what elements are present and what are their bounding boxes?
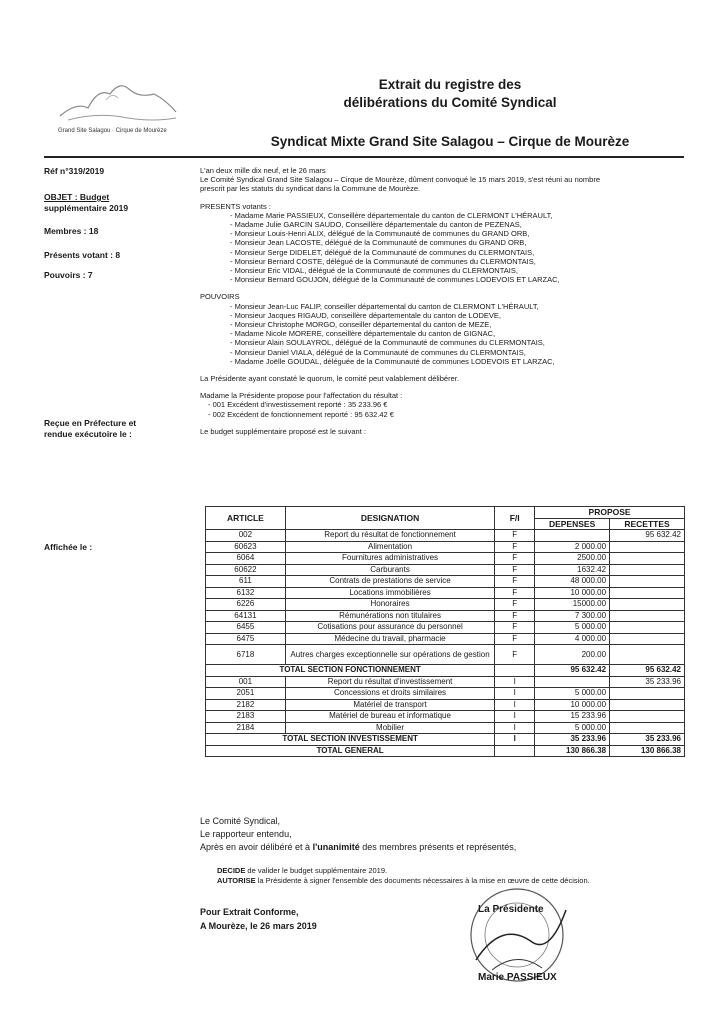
column-header-propose: PROPOSE (535, 507, 685, 519)
table-total-row (206, 734, 685, 746)
article-cell: 2183 (206, 711, 286, 723)
signer-name: Marie PASSIEUX (478, 972, 557, 983)
designation-cell: Honoraires (285, 599, 494, 611)
column-header-designation: DESIGNATION (285, 507, 494, 530)
recettes-cell (610, 633, 685, 645)
fi-cell: F (495, 553, 535, 565)
recettes-cell (610, 587, 685, 599)
designation-cell: Autres charges exceptionnelle sur opérations de gestion (285, 645, 494, 665)
authorise-line: AUTORISE la Présidente à signer l'ensemble des documents nécessaires à la mise en œuvre de cette décision. (217, 876, 590, 885)
proxy-member: - Monsieur Jacques RIGAUD, conseillère départementale du canton de LODEVE, (230, 310, 501, 320)
proxy-member: - Madame Joëlle GOUDAL, déléguée de la Communauté de communes LODEVOIS ET LARZAC, (230, 356, 555, 366)
depenses-cell: 4 000.00 (535, 633, 610, 645)
decide-line: DECIDE de valider le budget supplémentaire 2019. (217, 866, 388, 875)
designation-cell: Mobilier (285, 722, 494, 734)
presents-heading: PRESENTS votants : (200, 201, 271, 211)
present-member: - Monsieur Eric VIDAL, délégué de la Communauté de communes du CLERMONTAIS, (230, 266, 518, 276)
depenses-cell: 10 000.00 (535, 587, 610, 599)
recettes-cell (610, 599, 685, 611)
fi-cell: I (495, 688, 535, 700)
present-member: - Monsieur Bernard GOUJON, délégué de la Communauté de communes LODEVOIS ET LARZAC, (230, 275, 560, 285)
column-header-depenses: DEPENSES (535, 518, 610, 530)
depenses-cell: 1632.42 (535, 564, 610, 576)
budget-table (205, 506, 685, 757)
title-line-1: Extrait du registre des (378, 77, 522, 92)
article-cell: 2182 (206, 699, 286, 711)
designation-cell: Fournitures administratives (285, 553, 494, 565)
recettes-cell (610, 564, 685, 576)
article-cell: 6132 (206, 587, 286, 599)
header-divider (44, 156, 684, 158)
title-line-2: délibérations du Comité Syndical (343, 95, 557, 110)
table-row (206, 722, 685, 734)
recettes-cell (610, 645, 685, 665)
table-row (206, 599, 685, 611)
column-header-recettes: RECETTES (610, 518, 685, 530)
intro-line: Le Comité Syndical Grand Site Salagou – Cirque de Mourèze, dûment convoqué le 15 mars 2019, s'est réuni au nombre (200, 175, 600, 185)
budget-intro: Le budget supplémentaire proposé est le suivant : (200, 426, 366, 436)
depenses-cell: 10 000.00 (535, 699, 610, 711)
designation-cell: Contrats de prestations de service (285, 576, 494, 588)
designation-cell: Matériel de bureau et informatique (285, 711, 494, 723)
proposal-item: - 002 Excédent de fonctionnement reporté : 95 632.42 € (208, 409, 394, 419)
article-cell: 6475 (206, 633, 286, 645)
extract-conforme (200, 905, 317, 933)
fi-cell: I (495, 734, 535, 746)
proxy-member: - Monsieur Jean-Luc FALIP, conseiller départemental du canton de CLERMONT L'HÉRAULT, (230, 301, 539, 311)
table-row (206, 541, 685, 553)
column-header-article: ARTICLE (206, 507, 286, 530)
recettes-cell: 35 233.96 (610, 734, 685, 746)
proposal-item: - 001 Excédent d'investissement reporté : 35 233.96 € (208, 400, 388, 410)
fi-cell: I (495, 676, 535, 688)
signature-stroke (476, 910, 566, 960)
designation-cell: Report du résultat d'investissement (285, 676, 494, 688)
present-member: - Monsieur Jean LACOSTE, délégué de la Communauté de communes du GRAND ORB, (230, 238, 527, 248)
table-row (206, 610, 685, 622)
depenses-cell (535, 530, 610, 542)
recettes-cell (610, 622, 685, 634)
depenses-cell: 48 000.00 (535, 576, 610, 588)
depenses-cell: 15 233.96 (535, 711, 610, 723)
recettes-cell: 130 866.38 (610, 745, 685, 757)
depenses-cell: 5 000.00 (535, 688, 610, 700)
total-label-cell: TOTAL GENERAL (206, 745, 495, 757)
table-row (206, 633, 685, 645)
table-row (206, 699, 685, 711)
fi-cell: F (495, 530, 535, 542)
designation-cell: Médecine du travail, pharmacie (285, 633, 494, 645)
document-title (300, 76, 600, 112)
extract-line: A Mourèze, le 26 mars 2019 (200, 921, 317, 931)
table-row (206, 645, 685, 665)
powers-count: Pouvoirs : 7 (44, 270, 93, 280)
article-cell: 611 (206, 576, 286, 588)
subject-line-1: OBJET : Budget (44, 192, 110, 202)
designation-cell: Concessions et droits similaires (285, 688, 494, 700)
table-row (206, 587, 685, 599)
recettes-cell (610, 553, 685, 565)
column-header-fi: F/I (495, 507, 535, 530)
recettes-cell (610, 576, 685, 588)
article-cell: 2051 (206, 688, 286, 700)
article-cell: 001 (206, 676, 286, 688)
posted-label: Affichée le : (44, 542, 93, 552)
fi-cell: F (495, 610, 535, 622)
closing-line: Le Comité Syndical, (200, 816, 281, 826)
recettes-cell (610, 699, 685, 711)
depenses-cell: 5 000.00 (535, 722, 610, 734)
table-row (206, 688, 685, 700)
fi-cell: F (495, 541, 535, 553)
signer-title: La Présidente (478, 904, 544, 915)
extract-line: Pour Extrait Conforme, (200, 907, 299, 917)
depenses-cell: 2 000.00 (535, 541, 610, 553)
present-voting-count: Présents votant : 8 (44, 250, 121, 260)
prefecture-line-2: rendue exécutoire le : (44, 429, 132, 439)
recettes-cell (610, 541, 685, 553)
proxy-member: - Madame Nicole MORERE, conseillère départementale du canton de GIGNAC, (230, 329, 496, 339)
present-member: - Monsieur Louis-Henri ALIX, délégué de la Communauté de communes du GRAND ORB, (230, 229, 530, 239)
total-label-cell: TOTAL SECTION INVESTISSEMENT (206, 734, 495, 746)
table-row (206, 564, 685, 576)
designation-cell: Rémunérations non titulaires (285, 610, 494, 622)
article-cell: 64131 (206, 610, 286, 622)
table-total-row (206, 745, 685, 757)
depenses-cell: 7 300.00 (535, 610, 610, 622)
depenses-cell: 130 866.38 (535, 745, 610, 757)
quorum-statement: La Présidente ayant constaté le quorum, le comité peut valablement délibérer. (200, 374, 459, 384)
present-member: - Monsieur Bernard COSTE, délégué de la Communauté de communes du CLERMONTAIS, (230, 256, 536, 266)
fi-cell: F (495, 645, 535, 665)
proxy-member: - Monsieur Alain SOULAYROL, délégué de la Communauté de communes du CLERMONTAIS, (230, 338, 545, 348)
fi-cell: F (495, 622, 535, 634)
proxy-member: - Monsieur Christophe MORGO, conseiller départemental du canton de MEZE, (230, 320, 492, 330)
fi-cell: F (495, 599, 535, 611)
recettes-cell (610, 722, 685, 734)
depenses-cell: 95 632.42 (535, 665, 610, 677)
reference-number: Réf n°319/2019 (44, 166, 105, 176)
article-cell: 60623 (206, 541, 286, 553)
subject-line-2: supplémentaire 2019 (44, 203, 129, 213)
fi-cell: F (495, 587, 535, 599)
members-count: Membres : 18 (44, 226, 99, 236)
fi-cell: F (495, 576, 535, 588)
depenses-cell (535, 676, 610, 688)
fi-cell: I (495, 699, 535, 711)
designation-cell: Locations immobilières (285, 587, 494, 599)
total-label-cell: TOTAL SECTION FONCTIONNEMENT (206, 665, 495, 677)
table-row (206, 676, 685, 688)
fi-cell (495, 745, 535, 757)
designation-cell: Matériel de transport (285, 699, 494, 711)
present-member: - Monsieur Serge DIDELET, délégué de la Communauté de communes du CLERMONTAIS, (230, 247, 535, 257)
recettes-cell (610, 610, 685, 622)
table-row (206, 622, 685, 634)
designation-cell: Carburants (285, 564, 494, 576)
closing-text (200, 815, 516, 854)
recettes-cell (610, 688, 685, 700)
present-member: - Madame Marie PASSIEUX, Conseillère départementale du canton de CLERMONT L'HÉRAULT, (230, 210, 553, 220)
fi-cell: F (495, 633, 535, 645)
recettes-cell: 95 632.42 (610, 530, 685, 542)
article-cell: 6226 (206, 599, 286, 611)
table-row (206, 576, 685, 588)
article-cell: 6064 (206, 553, 286, 565)
logo-caption: Grand Site Salagou · Cirque de Mourèze (58, 128, 167, 134)
recettes-cell (610, 711, 685, 723)
article-cell: 6455 (206, 622, 286, 634)
fi-cell: F (495, 564, 535, 576)
table-row (206, 530, 685, 542)
proxy-member: - Monsieur Daniel VIALA, délégué de la Communauté de communes du CLERMONTAIS, (230, 347, 526, 357)
fi-cell: I (495, 711, 535, 723)
table-row (206, 553, 685, 565)
present-member: - Madame Julie GARCIN SAUDO, Conseillère départementale du canton de PEZENAS, (230, 220, 522, 230)
designation-cell: Cotisations pour assurance du personnel (285, 622, 494, 634)
designation-cell: Alimentation (285, 541, 494, 553)
depenses-cell: 15000.00 (535, 599, 610, 611)
article-cell: 6718 (206, 645, 286, 665)
pouvoirs-heading: POUVOIRS (200, 292, 240, 302)
depenses-cell: 35 233.96 (535, 734, 610, 746)
depenses-cell: 2500.00 (535, 553, 610, 565)
deliberation-body (200, 166, 690, 436)
proposal-intro: Madame la Présidente propose pour l'affectation du résultat : (200, 391, 403, 401)
table-total-row (206, 665, 685, 677)
fi-cell (495, 665, 535, 677)
intro-line: prescrit par les statuts du syndicat dans la Commune de Mourèze. (200, 184, 421, 194)
fi-cell: I (495, 722, 535, 734)
article-cell: 2184 (206, 722, 286, 734)
article-cell: 002 (206, 530, 286, 542)
article-cell: 60622 (206, 564, 286, 576)
organization-name: Syndicat Mixte Grand Site Salagou – Cirque de Mourèze (270, 134, 630, 149)
table-row (206, 711, 685, 723)
designation-cell: Report du résultat de fonctionnement (285, 530, 494, 542)
prefecture-line-1: Reçue en Préfecture et (44, 418, 137, 428)
recettes-cell: 95 632.42 (610, 665, 685, 677)
intro-line: L'an deux mille dix neuf, et le 26 mars (200, 166, 326, 175)
depenses-cell: 5 000.00 (535, 622, 610, 634)
depenses-cell: 200.00 (535, 645, 610, 665)
closing-line: Le rapporteur entendu, (200, 829, 292, 839)
recettes-cell: 35 233.96 (610, 676, 685, 688)
closing-line: Après en avoir délibéré et à l'unanimité des membres présents et représentés, (200, 842, 517, 852)
